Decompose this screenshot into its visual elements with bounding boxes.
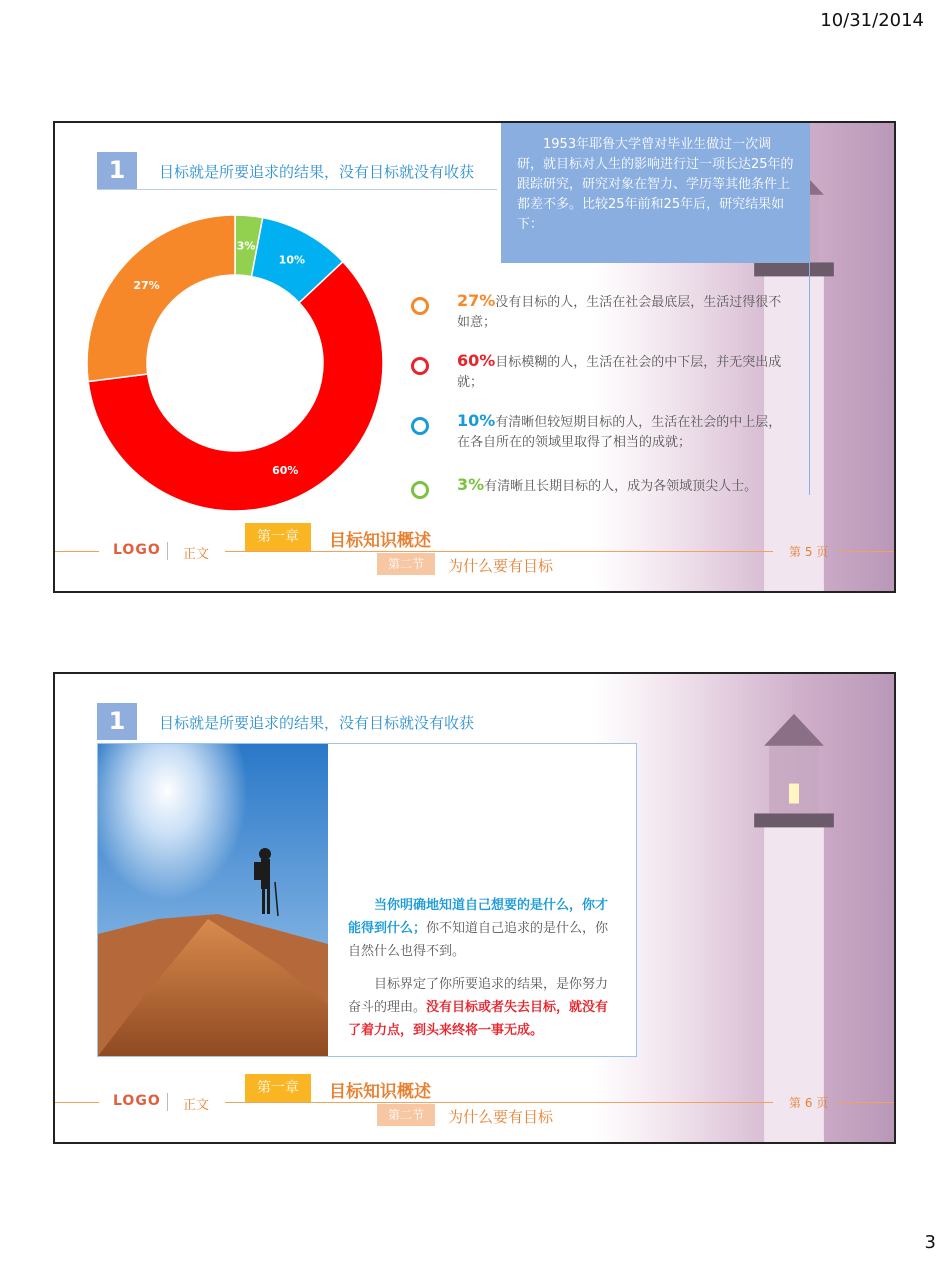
footer-separator (167, 1093, 168, 1111)
chapter-badge: 第一章 (245, 1074, 311, 1102)
section-badge: 第二节 (377, 553, 435, 575)
slide-body-text (348, 894, 618, 1052)
legend-text: 有清晰但较短期目标的人，生活在社会的中上层，在各自所在的领域里取得了相当的成就； (457, 415, 782, 450)
slide-heading: 目标就是所要追求的结果，没有目标就没有收获 (159, 714, 475, 732)
legend-pct: 27% (457, 291, 496, 310)
body-text: 目标界定了你所要追求的结果，是你努力奋斗的理由。 (348, 977, 609, 1015)
legend-item-60 (411, 351, 791, 393)
footer-line (225, 551, 773, 552)
slide-heading: 目标就是所要追求的结果，没有目标就没有收获 (159, 163, 475, 181)
warning-text: 没有目标或者失去目标，就没有了着力点，到头来终将一事无成。 (348, 1000, 609, 1038)
section-number: 1 (97, 152, 137, 189)
logo: LOGO (113, 1093, 161, 1109)
paragraph-1 (348, 894, 618, 963)
section-title: 为什么要有目标 (448, 557, 554, 575)
donut-slice-label: 60% (272, 463, 299, 477)
footer-label: 正文 (183, 547, 210, 562)
legend-text: 没有目标的人，生活在社会最底层，生活过得很不如意； (457, 295, 782, 330)
section-badge: 第二节 (377, 1104, 435, 1126)
legend-pct: 60% (457, 351, 496, 370)
chapter-title: 目标知识概述 (329, 1082, 431, 1102)
body-text: 你不知道自己追求的是什么，你自然什么也得不到。 (348, 921, 609, 959)
footer-separator (167, 542, 168, 560)
donut-chart (85, 213, 385, 513)
print-date: 10/31/2014 (820, 10, 924, 31)
footer-line-left (55, 551, 99, 552)
legend-text: 目标模糊的人，生活在社会的中下层，并无突出成就； (457, 355, 782, 390)
legend-pct: 10% (457, 411, 496, 430)
content-frame (97, 743, 637, 1057)
footer-line-right (837, 551, 896, 552)
legend-text: 有清晰且长期目标的人，成为各领域顶尖人士。 (484, 479, 758, 494)
footer-line-left (55, 1102, 99, 1103)
red-ring-icon (411, 357, 429, 375)
lighthouse-image (744, 684, 844, 1144)
desert-hiker-photo (98, 744, 328, 1056)
donut-slice-label: 10% (278, 253, 306, 267)
section-number: 1 (97, 703, 137, 740)
slide-page-label: 第 6 页 (789, 1096, 829, 1110)
footer-line-right (837, 1102, 896, 1103)
legend-item-10 (411, 411, 791, 453)
legend-item-27 (411, 291, 791, 333)
slide-6 (53, 672, 896, 1144)
section-title: 为什么要有目标 (448, 1108, 554, 1126)
donut-slice-label: 3% (236, 239, 256, 253)
donut-slice-label: 27% (133, 278, 160, 292)
heading-underline (97, 189, 497, 190)
slide-page-label: 第 5 页 (789, 545, 829, 559)
footer-line (225, 1102, 773, 1103)
chapter-badge: 第一章 (245, 523, 311, 551)
legend-item-3 (411, 475, 791, 497)
orange-ring-icon (411, 297, 429, 315)
logo: LOGO (113, 542, 161, 558)
emphasis-text: 当你明确地知道自己想要的是什么，你才能得到什么； (348, 898, 609, 936)
divider-line (809, 263, 810, 495)
green-ring-icon (411, 481, 429, 499)
paragraph-2 (348, 973, 618, 1042)
chapter-title: 目标知识概述 (329, 531, 431, 551)
intro-text-box: 1953年耶鲁大学曾对毕业生做过一次调研，就目标对人生的影响进行过一项长达25年的跟踪研究，研究对象在智力、学历等其他条件上都差不多。比较25年前和25年后，研究结果如下： (501, 123, 810, 263)
blue-ring-icon (411, 417, 429, 435)
footer-label: 正文 (183, 1098, 210, 1113)
page-number: 3 (924, 1232, 936, 1253)
donut-slice (87, 215, 235, 382)
legend-pct: 3% (457, 475, 485, 494)
lighthouse-background (594, 674, 894, 1142)
slide-5 (53, 121, 896, 593)
